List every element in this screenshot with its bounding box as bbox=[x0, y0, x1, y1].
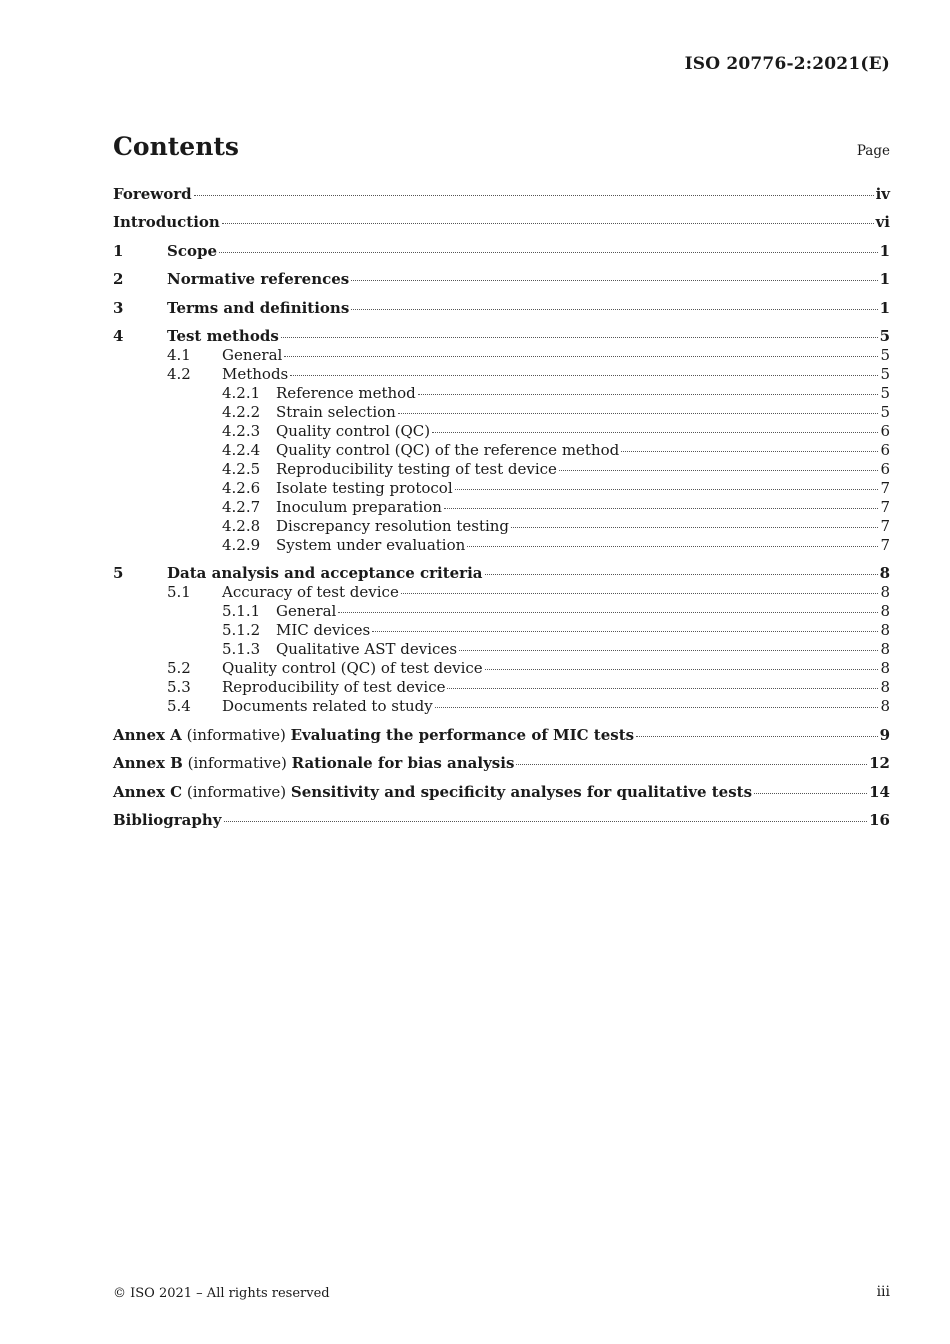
dot-leader bbox=[351, 309, 877, 310]
dot-leader bbox=[224, 821, 868, 822]
toc-entry-page: 9 bbox=[879, 725, 890, 744]
toc-entry-number: 4.2.7 bbox=[222, 497, 261, 516]
toc-entry[interactable] bbox=[113, 783, 890, 802]
toc-entry-title bbox=[222, 697, 433, 716]
toc-entry-label: Inoculum preparation bbox=[276, 497, 442, 516]
toc-entry-title bbox=[276, 517, 509, 536]
dot-leader bbox=[516, 764, 867, 765]
annex-prefix: Annex A bbox=[113, 725, 182, 744]
toc-entry-number: 4.2 bbox=[167, 364, 191, 383]
dot-leader bbox=[222, 223, 874, 224]
toc-entry-page: 5 bbox=[880, 402, 890, 421]
toc-entry-label: Reproducibility of test device bbox=[222, 678, 446, 697]
toc-entry[interactable] bbox=[113, 726, 890, 745]
toc-entry-title bbox=[113, 726, 634, 745]
toc-entry-page: iv bbox=[875, 185, 890, 203]
toc-entry-title bbox=[276, 498, 442, 517]
toc-entry-number: 3 bbox=[113, 298, 124, 317]
toc-entry-page: 6 bbox=[880, 440, 890, 459]
toc-entry-page: 12 bbox=[869, 754, 890, 773]
dot-leader bbox=[485, 574, 878, 575]
toc-entry-page: 8 bbox=[880, 678, 890, 697]
toc-entry-number: 5.1 bbox=[167, 583, 191, 602]
toc-entry-page: 1 bbox=[879, 298, 890, 317]
toc-entry-number: 4.2.4 bbox=[222, 440, 261, 459]
toc-entry-number: 5.1.3 bbox=[222, 640, 261, 659]
annex-note: (informative) bbox=[181, 725, 291, 744]
toc-entry[interactable] bbox=[113, 640, 890, 659]
toc-entry-number: 1 bbox=[113, 241, 124, 260]
toc-entry-page: 6 bbox=[880, 459, 890, 478]
toc-entry[interactable] bbox=[113, 242, 890, 261]
toc-entry-number: 4.2.3 bbox=[222, 421, 261, 440]
toc-entry-number: 4.2.2 bbox=[222, 402, 261, 421]
page-column-label: Page bbox=[856, 143, 890, 159]
toc-entry-label: Reproducibility testing of test device bbox=[276, 459, 557, 478]
dot-leader bbox=[418, 394, 879, 395]
toc-entry[interactable] bbox=[113, 517, 890, 536]
toc-entry-title bbox=[167, 270, 349, 289]
toc-entry-number: 5.1.1 bbox=[222, 602, 261, 621]
toc-entry-page: 14 bbox=[869, 782, 890, 801]
toc-entry[interactable] bbox=[113, 441, 890, 460]
toc-entry-label: Accuracy of test device bbox=[222, 583, 399, 602]
dot-leader bbox=[372, 631, 878, 632]
toc-entry-title bbox=[276, 621, 370, 640]
toc-entry-title bbox=[276, 536, 465, 555]
toc-entry-page: 8 bbox=[880, 640, 890, 659]
dot-leader bbox=[432, 432, 878, 433]
annex-prefix: Annex B bbox=[113, 754, 183, 773]
dot-leader bbox=[459, 650, 878, 651]
toc-entry-page: 8 bbox=[879, 564, 890, 583]
toc-entry-label: Reference method bbox=[276, 383, 416, 402]
toc-entry-label: Bibliography bbox=[113, 810, 222, 829]
dot-leader bbox=[435, 707, 879, 708]
toc-entry-label: Terms and definitions bbox=[167, 298, 350, 317]
dot-leader bbox=[621, 451, 878, 452]
toc-entry-title bbox=[222, 678, 445, 697]
toc-entry[interactable] bbox=[113, 754, 890, 773]
toc-entry[interactable] bbox=[113, 403, 890, 422]
toc-entry[interactable] bbox=[113, 213, 890, 232]
toc-entry-title bbox=[276, 602, 336, 621]
toc-entry-page: 8 bbox=[880, 659, 890, 678]
table-of-contents bbox=[113, 185, 890, 830]
toc-entry-page: 7 bbox=[880, 497, 890, 516]
toc-entry-number: 5.4 bbox=[167, 697, 191, 716]
annex-note: (informative) bbox=[182, 754, 292, 773]
toc-entry-page: 8 bbox=[880, 697, 890, 716]
dot-leader bbox=[559, 470, 879, 471]
dot-leader bbox=[447, 688, 878, 689]
dot-leader bbox=[338, 612, 878, 613]
toc-entry-label: Data analysis and acceptance criteria bbox=[167, 564, 483, 583]
toc-entry-page: 6 bbox=[880, 421, 890, 440]
toc-entry[interactable] bbox=[113, 479, 890, 498]
toc-entry-page: 16 bbox=[869, 810, 890, 829]
toc-entry-title bbox=[276, 441, 619, 460]
toc-entry[interactable] bbox=[113, 811, 890, 830]
dot-leader bbox=[351, 280, 877, 281]
toc-entry-label: Qualitative AST devices bbox=[276, 640, 458, 659]
toc-entry-title bbox=[276, 403, 396, 422]
toc-entry[interactable] bbox=[113, 327, 890, 346]
toc-entry-page: 8 bbox=[880, 583, 890, 602]
annex-note: (informative) bbox=[182, 782, 291, 801]
contents-title: Contents bbox=[113, 132, 240, 161]
toc-entry-label: Introduction bbox=[113, 213, 220, 232]
toc-entry-page: 5 bbox=[880, 364, 890, 383]
dot-leader bbox=[636, 736, 877, 737]
toc-entry[interactable] bbox=[113, 583, 890, 602]
toc-entry-page: 5 bbox=[879, 326, 890, 345]
toc-entry-number: 5.1.2 bbox=[222, 621, 261, 640]
dot-leader bbox=[401, 593, 879, 594]
toc-entry[interactable] bbox=[113, 346, 890, 365]
toc-entry-label: Normative references bbox=[167, 270, 350, 289]
toc-entry-page: vi bbox=[875, 213, 890, 232]
toc-entry-label: Discrepancy resolution testing bbox=[276, 516, 510, 535]
toc-entry-page: 7 bbox=[880, 535, 890, 554]
dot-leader bbox=[485, 669, 879, 670]
toc-entry-label: General bbox=[276, 602, 337, 621]
toc-entry-label: Scope bbox=[167, 241, 218, 260]
toc-entry[interactable] bbox=[113, 365, 890, 384]
dot-leader bbox=[219, 252, 878, 253]
toc-entry-page: 7 bbox=[880, 516, 890, 535]
toc-entry-number: 5.3 bbox=[167, 678, 191, 697]
toc-entry[interactable] bbox=[113, 460, 890, 479]
toc-entry-label: Evaluating the performance of MIC tests bbox=[290, 725, 635, 744]
toc-entry-number: 5.2 bbox=[167, 659, 191, 678]
toc-entry-label: Quality control (QC) bbox=[276, 421, 431, 440]
dot-leader bbox=[194, 195, 874, 196]
toc-entry-label: Foreword bbox=[113, 185, 192, 203]
toc-entry-page: 1 bbox=[879, 270, 890, 289]
document-id: ISO 20776-2:2021(E) bbox=[684, 54, 890, 74]
dot-leader bbox=[455, 489, 879, 490]
dot-leader bbox=[467, 546, 878, 547]
toc-entry[interactable] bbox=[113, 422, 890, 441]
toc-entry-title bbox=[167, 299, 349, 318]
page-number: iii bbox=[876, 1284, 890, 1300]
toc-entry[interactable] bbox=[113, 621, 890, 640]
dot-leader bbox=[398, 413, 879, 414]
toc-entry-title bbox=[113, 213, 220, 232]
toc-entry[interactable] bbox=[113, 299, 890, 318]
toc-entry-title bbox=[276, 384, 416, 403]
toc-entry-title bbox=[222, 365, 288, 384]
toc-entry-label: Quality control (QC) of test device bbox=[222, 659, 483, 678]
toc-entry-label: General bbox=[222, 345, 283, 364]
toc-entry-title bbox=[113, 783, 752, 802]
toc-entry-title bbox=[222, 659, 483, 678]
toc-entry-number: 4.2.1 bbox=[222, 383, 261, 402]
toc-entry-number: 5 bbox=[113, 564, 124, 583]
toc-entry[interactable] bbox=[113, 498, 890, 517]
toc-entry-title bbox=[222, 583, 399, 602]
toc-entry-page: 8 bbox=[880, 621, 890, 640]
annex-prefix: Annex C bbox=[113, 782, 183, 801]
toc-entry-label: Documents related to study bbox=[222, 697, 433, 716]
toc-entry-number: 4.2.9 bbox=[222, 535, 261, 554]
toc-entry-title bbox=[167, 564, 483, 583]
toc-entry[interactable] bbox=[113, 659, 890, 678]
toc-entry-number: 4.2.6 bbox=[222, 478, 261, 497]
toc-entry-title bbox=[276, 460, 557, 479]
toc-entry-title bbox=[113, 185, 192, 204]
dot-leader bbox=[281, 337, 878, 338]
toc-entry-page: 1 bbox=[879, 241, 890, 260]
toc-entry[interactable] bbox=[113, 270, 890, 289]
toc-entry[interactable] bbox=[113, 185, 890, 204]
toc-entry[interactable] bbox=[113, 564, 890, 583]
toc-entry-title bbox=[222, 346, 282, 365]
toc-entry[interactable] bbox=[113, 697, 890, 716]
toc-entry-page: 7 bbox=[880, 478, 890, 497]
toc-entry-title bbox=[113, 811, 222, 830]
toc-entry-number: 4.2.8 bbox=[222, 516, 261, 535]
toc-entry-page: 5 bbox=[880, 383, 890, 402]
copyright-footer: © ISO 2021 – All rights reserved bbox=[113, 1286, 330, 1301]
toc-entry-label: Sensitivity and specificity analyses for qualitative tests bbox=[290, 782, 753, 801]
dot-leader bbox=[511, 527, 878, 528]
toc-entry-label: MIC devices bbox=[276, 621, 371, 640]
toc-entry-title bbox=[276, 422, 430, 441]
toc-entry-title bbox=[276, 479, 453, 498]
toc-entry-label: Isolate testing protocol bbox=[276, 478, 453, 497]
dot-leader bbox=[290, 375, 878, 376]
dot-leader bbox=[444, 508, 879, 509]
toc-entry-label: Rationale for bias analysis bbox=[291, 754, 515, 773]
toc-entry-number: 4.2.5 bbox=[222, 459, 261, 478]
toc-entry-label: Methods bbox=[222, 364, 289, 383]
toc-entry[interactable] bbox=[113, 678, 890, 697]
dot-leader bbox=[754, 793, 867, 794]
toc-entry-title bbox=[276, 640, 457, 659]
toc-entry[interactable] bbox=[113, 536, 890, 555]
toc-entry-number: 4.1 bbox=[167, 345, 191, 364]
toc-entry-label: System under evaluation bbox=[276, 535, 466, 554]
toc-entry-label: Quality control (QC) of the reference method bbox=[276, 440, 620, 459]
dot-leader bbox=[284, 356, 878, 357]
toc-entry-page: 8 bbox=[880, 602, 890, 621]
toc-entry-page: 5 bbox=[880, 345, 890, 364]
toc-entry[interactable] bbox=[113, 384, 890, 403]
toc-entry[interactable] bbox=[113, 602, 890, 621]
toc-entry-title bbox=[113, 754, 514, 773]
toc-entry-label: Test methods bbox=[167, 326, 279, 345]
toc-entry-title bbox=[167, 242, 217, 261]
toc-entry-label: Strain selection bbox=[276, 402, 396, 421]
toc-entry-title bbox=[167, 327, 279, 346]
toc-entry-number: 2 bbox=[113, 270, 124, 289]
toc-entry-number: 4 bbox=[113, 326, 124, 345]
